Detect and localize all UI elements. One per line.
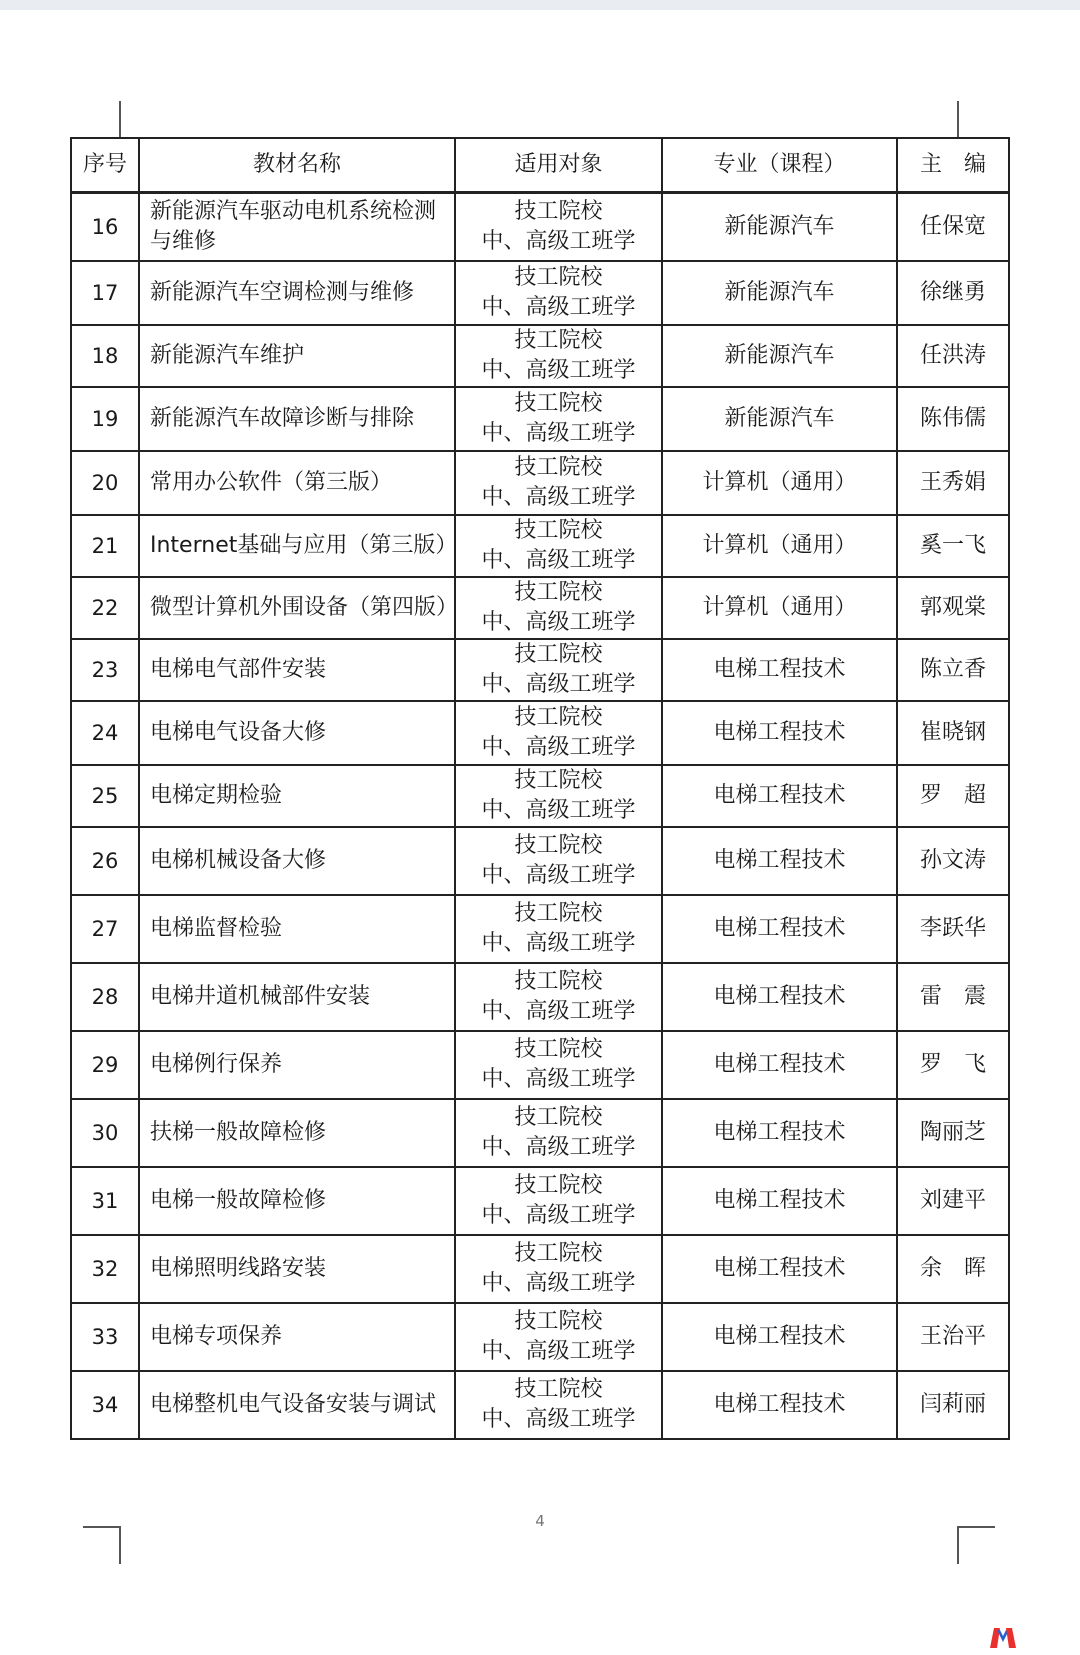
- cell-editor: 罗 超: [897, 765, 1009, 827]
- audience-line-1: 技工院校: [514, 198, 603, 224]
- header-textbook-name: 教材名称: [139, 138, 455, 193]
- audience-line-1: 技工院校: [514, 1172, 603, 1198]
- page-number: 4: [535, 1512, 545, 1530]
- cell-serial: 16: [71, 193, 139, 261]
- table-row: [71, 325, 1009, 387]
- cell-serial: 26: [71, 827, 139, 895]
- audience-line-2: 中、高级工班学: [481, 294, 636, 320]
- header-editor: 主 编: [897, 138, 1009, 193]
- cell-audience: [455, 515, 662, 577]
- cell-audience: [455, 1235, 662, 1303]
- top-strip: [0, 0, 1080, 10]
- table-row: [71, 261, 1009, 325]
- crop-mark-bottom-left-v: [119, 1526, 121, 1564]
- cell-textbook-name: 电梯机械设备大修: [139, 827, 455, 895]
- cell-textbook-name: 电梯照明线路安装: [139, 1235, 455, 1303]
- audience-line-1: 技工院校: [514, 900, 603, 926]
- audience-line-1: 技工院校: [514, 704, 603, 730]
- cell-textbook-name: 电梯定期检验: [139, 765, 455, 827]
- cell-textbook-name: 新能源汽车空调检测与维修: [139, 261, 455, 325]
- table-row: [71, 577, 1009, 639]
- cell-audience: [455, 1303, 662, 1371]
- textbook-table-wrapper: [70, 137, 1008, 1440]
- cell-textbook-name: Internet基础与应用（第三版）: [139, 515, 455, 577]
- cell-editor: 闫莉丽: [897, 1371, 1009, 1439]
- table-row: [71, 701, 1009, 765]
- audience-line-2: 中、高级工班学: [481, 420, 636, 446]
- crop-mark-bottom-right-v: [957, 1526, 959, 1564]
- cell-serial: 19: [71, 387, 139, 451]
- cell-textbook-name: 常用办公软件（第三版）: [139, 451, 455, 515]
- cell-editor: 王治平: [897, 1303, 1009, 1371]
- cell-major: 电梯工程技术: [662, 963, 897, 1031]
- audience-line-1: 技工院校: [514, 767, 603, 793]
- cell-serial: 33: [71, 1303, 139, 1371]
- table-row: [71, 639, 1009, 701]
- audience-line-1: 技工院校: [514, 641, 603, 667]
- table-row: [71, 1167, 1009, 1235]
- cell-editor: 陶丽芝: [897, 1099, 1009, 1167]
- table-row: [71, 1235, 1009, 1303]
- audience-line-1: 技工院校: [514, 517, 603, 543]
- cell-editor: 雷 震: [897, 963, 1009, 1031]
- cell-serial: 20: [71, 451, 139, 515]
- cell-audience: [455, 451, 662, 515]
- cell-editor: 刘建平: [897, 1167, 1009, 1235]
- cell-serial: 28: [71, 963, 139, 1031]
- audience-line-2: 中、高级工班学: [481, 734, 636, 760]
- cell-serial: 18: [71, 325, 139, 387]
- crop-mark-top-right: [957, 101, 959, 137]
- audience-line-1: 技工院校: [514, 1104, 603, 1130]
- cell-major: 新能源汽车: [662, 387, 897, 451]
- m-logo-right-stroke: [1006, 1628, 1016, 1648]
- table-row: [71, 963, 1009, 1031]
- header-major: 专业（课程）: [662, 138, 897, 193]
- table-row: [71, 765, 1009, 827]
- cell-major: 电梯工程技术: [662, 639, 897, 701]
- table-row: [71, 387, 1009, 451]
- cell-serial: 25: [71, 765, 139, 827]
- cell-textbook-name: 新能源汽车驱动电机系统检测与维修: [139, 193, 455, 261]
- table-row: [71, 1031, 1009, 1099]
- cell-textbook-name: 微型计算机外围设备（第四版）: [139, 577, 455, 639]
- cell-audience: [455, 1031, 662, 1099]
- cell-serial: 22: [71, 577, 139, 639]
- audience-line-2: 中、高级工班学: [481, 1338, 636, 1364]
- table-row: [71, 1303, 1009, 1371]
- cell-serial: 27: [71, 895, 139, 963]
- crop-mark-top-left: [119, 101, 121, 137]
- header-serial: 序号: [71, 138, 139, 193]
- cell-audience: [455, 1167, 662, 1235]
- audience-line-1: 技工院校: [514, 1376, 603, 1402]
- cell-textbook-name: 电梯电气设备大修: [139, 701, 455, 765]
- audience-line-2: 中、高级工班学: [481, 1270, 636, 1296]
- cell-serial: 29: [71, 1031, 139, 1099]
- cell-serial: 30: [71, 1099, 139, 1167]
- audience-line-1: 技工院校: [514, 1308, 603, 1334]
- audience-line-2: 中、高级工班学: [481, 998, 636, 1024]
- cell-major: 电梯工程技术: [662, 1371, 897, 1439]
- cell-audience: [455, 701, 662, 765]
- cell-major: 电梯工程技术: [662, 1303, 897, 1371]
- audience-line-1: 技工院校: [514, 1240, 603, 1266]
- audience-line-2: 中、高级工班学: [481, 357, 636, 383]
- cell-serial: 21: [71, 515, 139, 577]
- textbook-table: [70, 137, 1010, 1440]
- table-body: [71, 193, 1009, 1439]
- cell-textbook-name: 扶梯一般故障检修: [139, 1099, 455, 1167]
- cell-editor: 王秀娟: [897, 451, 1009, 515]
- cell-audience: [455, 827, 662, 895]
- cell-textbook-name: 电梯井道机械部件安装: [139, 963, 455, 1031]
- audience-line-1: 技工院校: [514, 832, 603, 858]
- audience-line-2: 中、高级工班学: [481, 671, 636, 697]
- cell-serial: 17: [71, 261, 139, 325]
- cell-serial: 34: [71, 1371, 139, 1439]
- cell-textbook-name: 电梯整机电气设备安装与调试: [139, 1371, 455, 1439]
- cell-audience: [455, 1099, 662, 1167]
- cell-editor: 余 晖: [897, 1235, 1009, 1303]
- cell-audience: [455, 765, 662, 827]
- cell-audience: [455, 325, 662, 387]
- cell-audience: [455, 1371, 662, 1439]
- cell-major: 电梯工程技术: [662, 895, 897, 963]
- table-row: [71, 515, 1009, 577]
- cell-major: 计算机（通用）: [662, 515, 897, 577]
- cell-serial: 24: [71, 701, 139, 765]
- cell-audience: [455, 261, 662, 325]
- audience-line-2: 中、高级工班学: [481, 547, 636, 573]
- cell-textbook-name: 新能源汽车维护: [139, 325, 455, 387]
- cell-textbook-name: 电梯一般故障检修: [139, 1167, 455, 1235]
- cell-audience: [455, 577, 662, 639]
- cell-textbook-name: 新能源汽车故障诊断与排除: [139, 387, 455, 451]
- cell-serial: 32: [71, 1235, 139, 1303]
- table-row: [71, 895, 1009, 963]
- cell-major: 计算机（通用）: [662, 577, 897, 639]
- cell-editor: 奚一飞: [897, 515, 1009, 577]
- table-row: [71, 451, 1009, 515]
- cell-major: 电梯工程技术: [662, 1099, 897, 1167]
- table-row: [71, 193, 1009, 261]
- table-header-row: [71, 138, 1009, 193]
- audience-line-2: 中、高级工班学: [481, 484, 636, 510]
- audience-line-2: 中、高级工班学: [481, 609, 636, 635]
- cell-serial: 23: [71, 639, 139, 701]
- cell-editor: 李跃华: [897, 895, 1009, 963]
- audience-line-1: 技工院校: [514, 579, 603, 605]
- cell-major: 新能源汽车: [662, 261, 897, 325]
- cell-editor: 陈伟儒: [897, 387, 1009, 451]
- audience-line-2: 中、高级工班学: [481, 1134, 636, 1160]
- table-row: [71, 1371, 1009, 1439]
- audience-line-2: 中、高级工班学: [481, 930, 636, 956]
- audience-line-1: 技工院校: [514, 454, 603, 480]
- audience-line-2: 中、高级工班学: [481, 862, 636, 888]
- cell-editor: 陈立香: [897, 639, 1009, 701]
- cell-audience: [455, 193, 662, 261]
- cell-textbook-name: 电梯电气部件安装: [139, 639, 455, 701]
- table-row: [71, 827, 1009, 895]
- audience-line-2: 中、高级工班学: [481, 797, 636, 823]
- cell-editor: 孙文涛: [897, 827, 1009, 895]
- table-row: [71, 1099, 1009, 1167]
- cell-audience: [455, 639, 662, 701]
- audience-line-2: 中、高级工班学: [481, 1202, 636, 1228]
- audience-line-2: 中、高级工班学: [481, 1066, 636, 1092]
- cell-major: 新能源汽车: [662, 193, 897, 261]
- cell-major: 电梯工程技术: [662, 827, 897, 895]
- cell-editor: 任洪涛: [897, 325, 1009, 387]
- cell-editor: 任保宽: [897, 193, 1009, 261]
- cell-editor: 崔晓钢: [897, 701, 1009, 765]
- cell-major: 计算机（通用）: [662, 451, 897, 515]
- cell-editor: 徐继勇: [897, 261, 1009, 325]
- cell-major: 新能源汽车: [662, 325, 897, 387]
- header-audience: 适用对象: [455, 138, 662, 193]
- audience-line-1: 技工院校: [514, 327, 603, 353]
- audience-line-1: 技工院校: [514, 264, 603, 290]
- cell-textbook-name: 电梯专项保养: [139, 1303, 455, 1371]
- cell-textbook-name: 电梯监督检验: [139, 895, 455, 963]
- audience-line-1: 技工院校: [514, 968, 603, 994]
- cell-audience: [455, 387, 662, 451]
- cell-serial: 31: [71, 1167, 139, 1235]
- audience-line-1: 技工院校: [514, 390, 603, 416]
- cell-audience: [455, 963, 662, 1031]
- audience-line-2: 中、高级工班学: [481, 228, 636, 254]
- audience-line-2: 中、高级工班学: [481, 1406, 636, 1432]
- cell-major: 电梯工程技术: [662, 1031, 897, 1099]
- m-logo-icon: [990, 1626, 1016, 1648]
- cell-major: 电梯工程技术: [662, 765, 897, 827]
- audience-line-1: 技工院校: [514, 1036, 603, 1062]
- cell-major: 电梯工程技术: [662, 1235, 897, 1303]
- cell-major: 电梯工程技术: [662, 1167, 897, 1235]
- cell-editor: 罗 飞: [897, 1031, 1009, 1099]
- cell-major: 电梯工程技术: [662, 701, 897, 765]
- cell-textbook-name: 电梯例行保养: [139, 1031, 455, 1099]
- cell-editor: 郭观棠: [897, 577, 1009, 639]
- cell-audience: [455, 895, 662, 963]
